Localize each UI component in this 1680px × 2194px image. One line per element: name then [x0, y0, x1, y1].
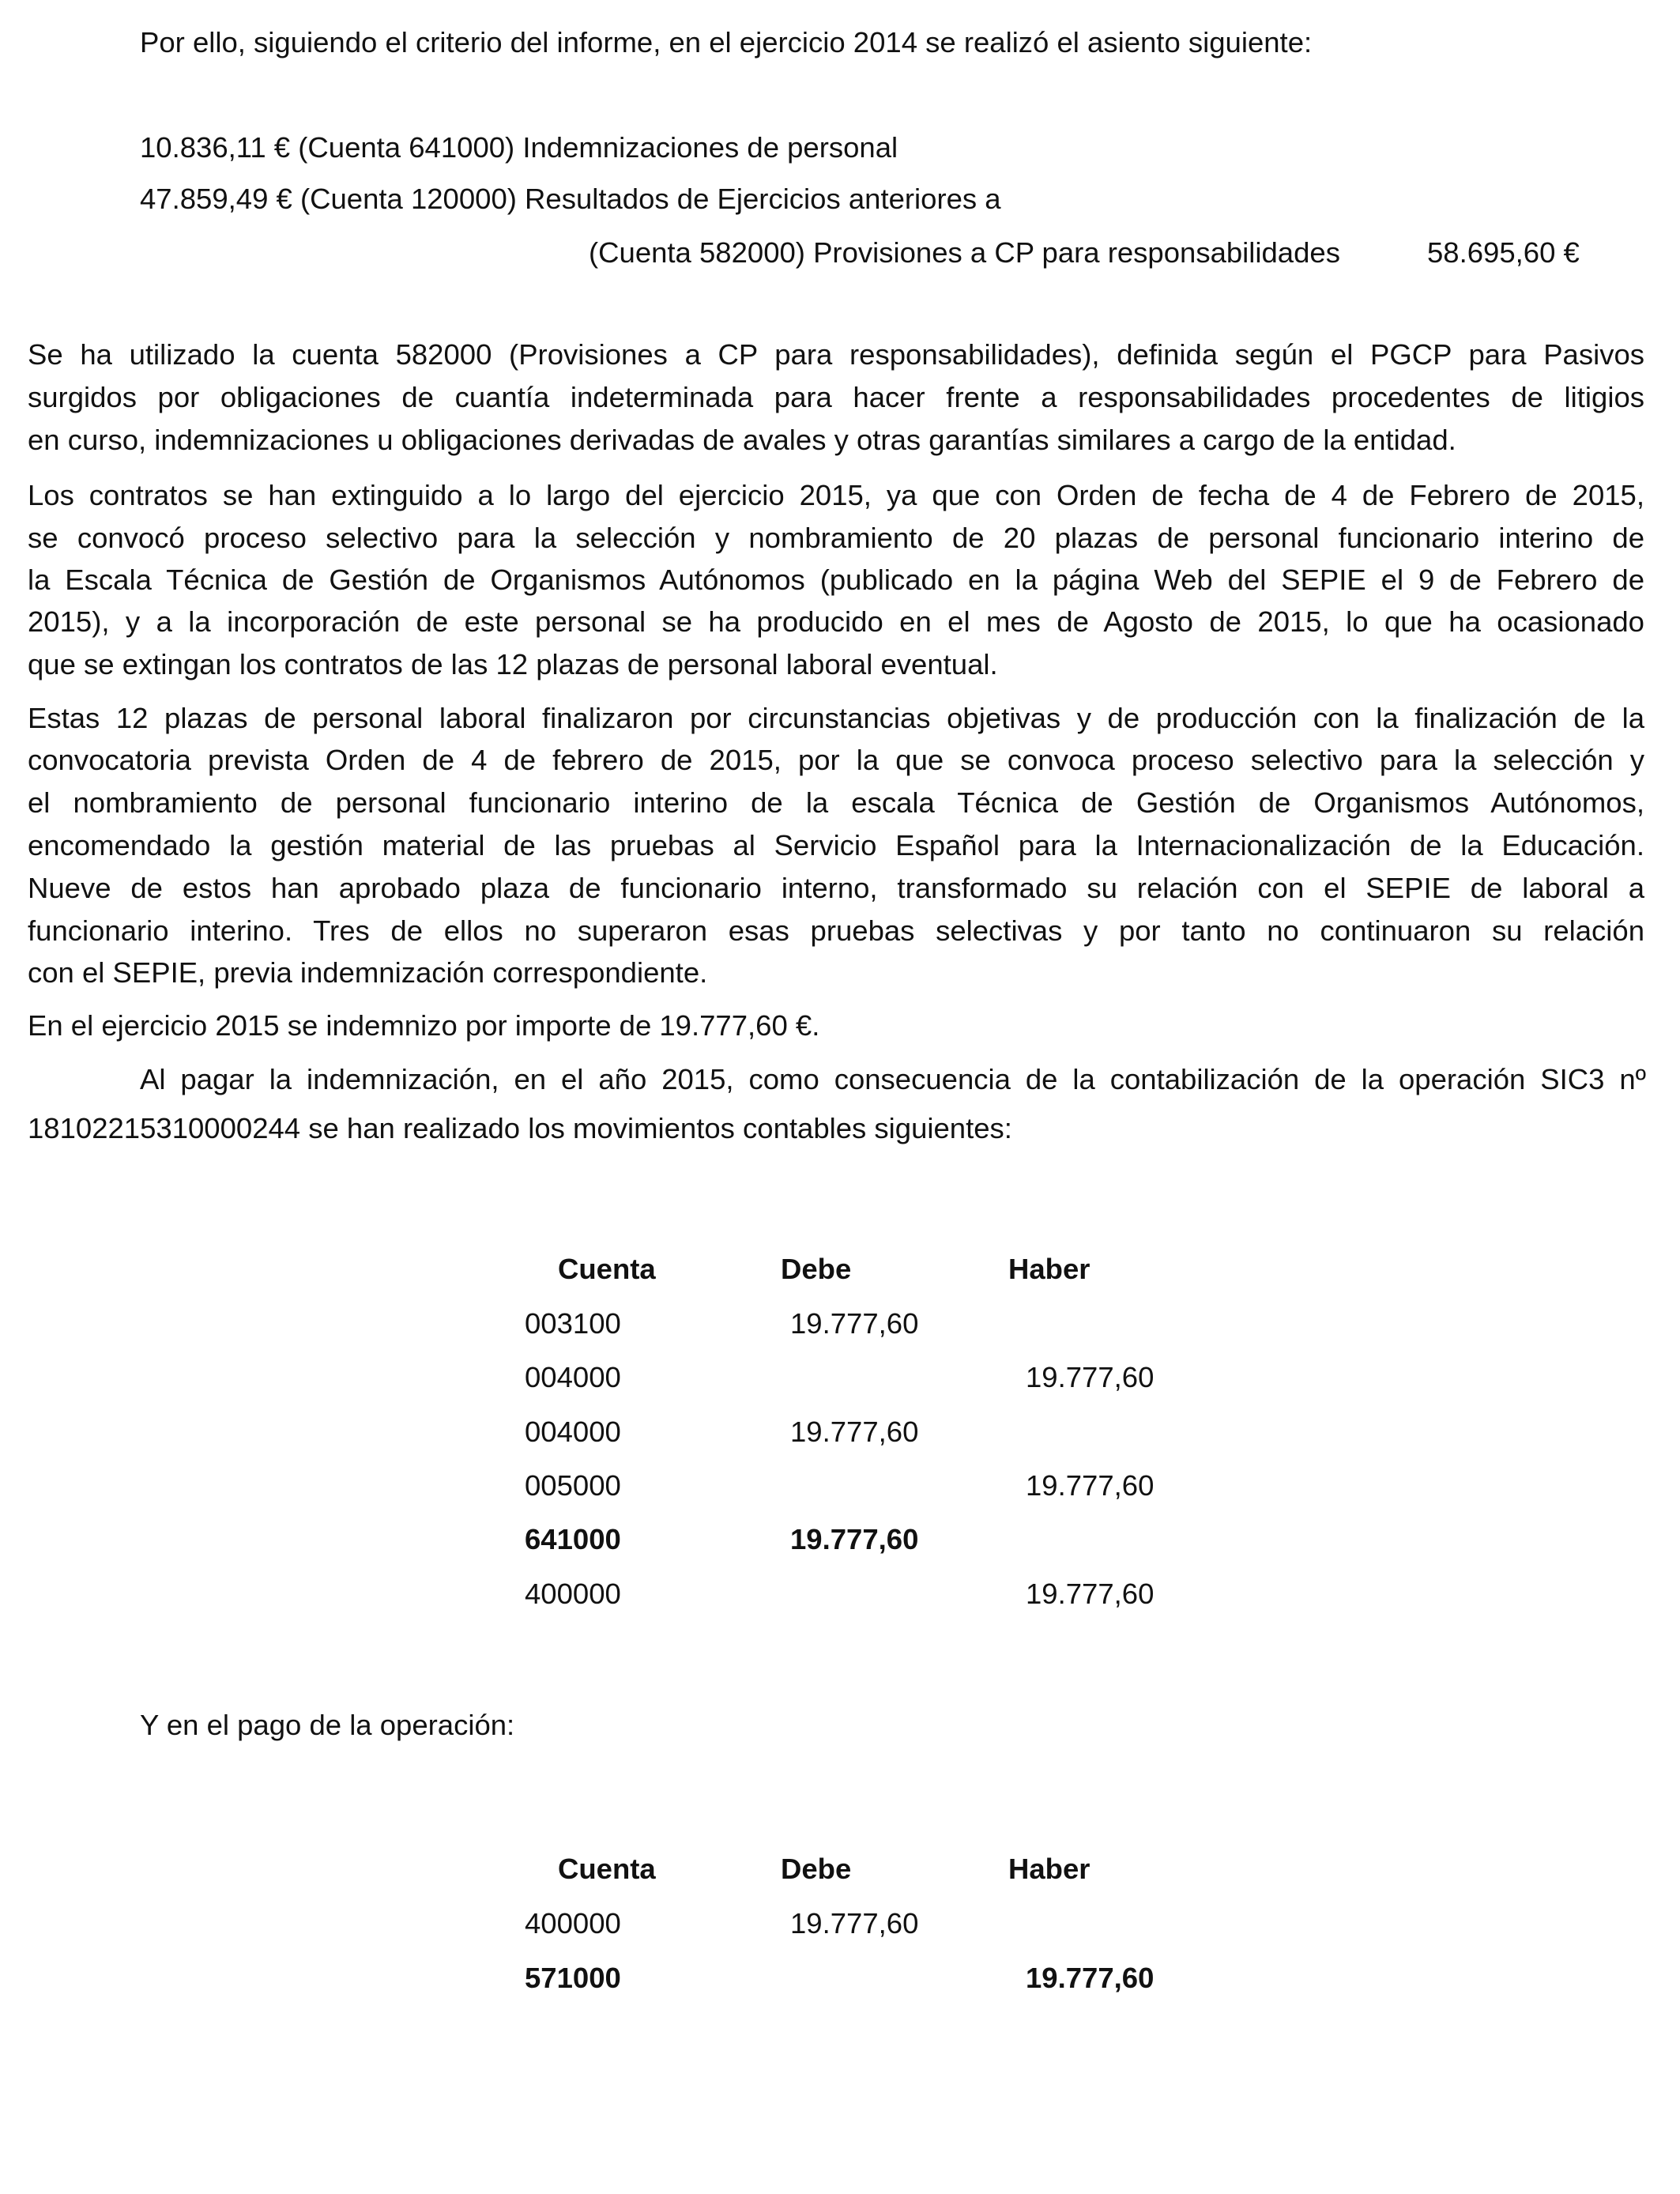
paragraph-line: encomendado la gestión material de las pruebas al Servicio Español para la Internacionalización de la Educación. [28, 829, 1644, 861]
table-header-debe: Debe [781, 1853, 852, 1885]
paragraph-line: el nombramiento de personal funcionario interino de la escala Técnica de Gestión de Organismos Autónomos, [28, 786, 1644, 819]
table-header-cuenta: Cuenta [558, 1853, 656, 1885]
paragraph-line: se convocó proceso selectivo para la selección y nombramiento de 20 plazas de personal funcionario interino de [28, 522, 1644, 554]
cell-debe: 19.777,60 [790, 1907, 919, 1940]
table-header-cuenta: Cuenta [558, 1253, 656, 1285]
paragraph-line: Estas 12 plazas de personal laboral finalizaron por circunstancias objetivas y de producción con la finalización de la [28, 702, 1644, 734]
cell-debe: 19.777,60 [790, 1523, 919, 1555]
paragraph-line: funcionario interino. Tres de ellos no superaron esas pruebas selectivas y por tanto no continuaron su relación [28, 914, 1644, 947]
cell-cuenta: 003100 [525, 1307, 621, 1340]
entry-2014-line-3-amount: 58.695,60 € [1427, 236, 1580, 269]
cell-haber: 19.777,60 [1026, 1962, 1155, 1994]
cell-cuenta: 004000 [525, 1416, 621, 1448]
entry-2014-line-3-account: (Cuenta 582000) Provisiones a CP para responsabilidades [589, 236, 1340, 269]
payment-intro-line-2: 18102215310000244 se han realizado los movimientos contables siguientes: [28, 1112, 1012, 1144]
cell-cuenta: 400000 [525, 1578, 621, 1610]
paragraph-line: Los contratos se han extinguido a lo largo del ejercicio 2015, ya que con Orden de fecha de 4 de Febrero de 2015, [28, 479, 1644, 511]
paragraph-line: con el SEPIE, previa indemnización correspondiente. [28, 956, 708, 989]
payment-operation-label: Y en el pago de la operación: [140, 1709, 515, 1741]
cell-debe: 19.777,60 [790, 1416, 919, 1448]
cell-haber: 19.777,60 [1026, 1469, 1155, 1502]
cell-cuenta: 005000 [525, 1469, 621, 1502]
cell-haber: 19.777,60 [1026, 1578, 1155, 1610]
payment-intro-line-1: Al pagar la indemnización, en el año 2015, como consecuencia de la contabilización de la operación SIC3 nº [140, 1063, 1646, 1095]
paragraph-line: Nueve de estos han aprobado plaza de funcionario interno, transformado su relación con el SEPIE de laboral a [28, 872, 1644, 904]
paragraph-line: convocatoria prevista Orden de 4 de febrero de 2015, por la que se convoca proceso selectivo para la selección y [28, 744, 1644, 776]
cell-cuenta: 571000 [525, 1962, 621, 1994]
table-header-haber: Haber [1008, 1253, 1090, 1285]
entry-2014-line-2: 47.859,49 € (Cuenta 120000) Resultados de Ejercicios anteriores a [140, 183, 1001, 215]
paragraph-line: surgidos por obligaciones de cuantía indeterminada para hacer frente a responsabilidades procedentes de litigios [28, 381, 1644, 413]
paragraph-line: 2015), y a la incorporación de este personal se ha producido en el mes de Agosto de 2015, lo que ha ocasionado [28, 605, 1644, 638]
table-header-haber: Haber [1008, 1853, 1090, 1885]
entry-2014-line-1: 10.836,11 € (Cuenta 641000) Indemnizaciones de personal [140, 131, 898, 164]
cell-debe: 19.777,60 [790, 1307, 919, 1340]
paragraph-line: la Escala Técnica de Gestión de Organismos Autónomos (publicado en la página Web del SEPIE el 9 de Febrero de [28, 564, 1644, 596]
paragraph-line: Se ha utilizado la cuenta 582000 (Provisiones a CP para responsabilidades), definida según el PGCP para Pasivos [28, 338, 1644, 371]
indemnity-line: En el ejercicio 2015 se indemnizo por importe de 19.777,60 €. [28, 1009, 820, 1042]
intro-text: Por ello, siguiendo el criterio del informe, en el ejercicio 2014 se realizó el asiento siguiente: [140, 26, 1313, 58]
cell-haber: 19.777,60 [1026, 1361, 1155, 1393]
cell-cuenta: 641000 [525, 1523, 621, 1555]
table-header-debe: Debe [781, 1253, 852, 1285]
paragraph-line: que se extingan los contratos de las 12 plazas de personal laboral eventual. [28, 648, 998, 680]
cell-cuenta: 004000 [525, 1361, 621, 1393]
cell-cuenta: 400000 [525, 1907, 621, 1940]
paragraph-line: en curso, indemnizaciones u obligaciones derivadas de avales y otras garantías similares a cargo de la entidad. [28, 424, 1456, 456]
